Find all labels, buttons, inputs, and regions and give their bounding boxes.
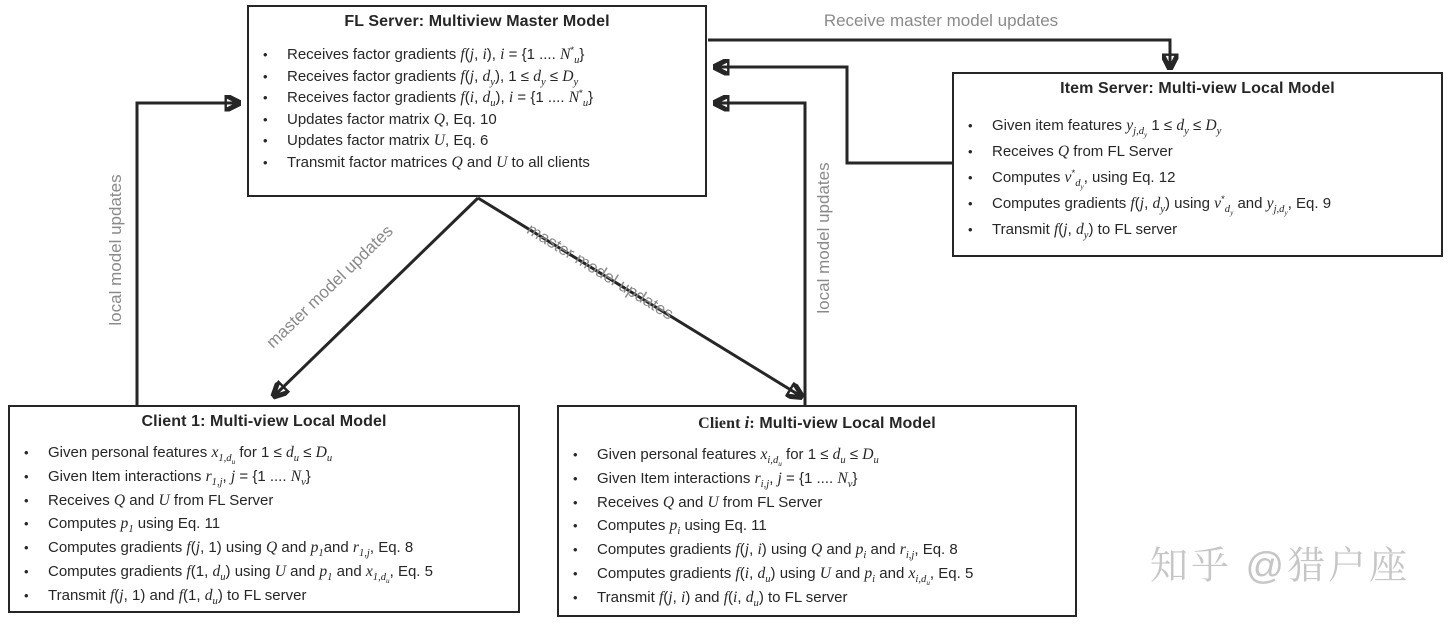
bullet-item: • Transmit f(j, 1) and f(1, $d_u$) to FL server <box>10 584 518 608</box>
arrow-fl-server-to-item-server <box>708 40 1170 65</box>
bullet-item: • Computes $v^*_{d_y}$, using Eq. 12 <box>954 165 1441 191</box>
bullet-item: • Receives Q from FL Server <box>954 139 1441 165</box>
arrow-client-1-to-fl-server <box>137 103 236 405</box>
bullet-item: • Computes gradients f(j, i) using Q and $p_i$ and $r_{i,j}$, Eq. 8 <box>559 538 1075 562</box>
bullet-item: • Computes gradients f(1, $d_u$) using U and $p_1$ and $x_{1,d_u}$, Eq. 5 <box>10 560 518 584</box>
arrow-item-server-to-fl-server <box>718 67 952 163</box>
bullet-item: • Computes $p_i$ using Eq. 11 <box>559 514 1075 538</box>
bullet-item: • Receives Q and U from FL Server <box>10 489 518 513</box>
bullet-item: • Receives factor gradients f(j, i), i = {1 .... $N^*_u$} <box>249 44 705 66</box>
client-1-box <box>8 405 520 613</box>
bullet-item: • Receives factor gradients f(j, $d_y$), $1 \le d_y \le D_y$ <box>249 66 705 88</box>
bullet-item: • Given personal features $x_{1,d_u}$ for $1 \le d_u \le D_u$ <box>10 441 518 465</box>
bullet-item: • Transmit factor matrices Q and U to all clients <box>249 152 705 174</box>
bullet-item: • Given personal features $x_{i,d_u}$ for $1 \le d_u \le D_u$ <box>559 443 1075 467</box>
bullet-item: • Updates factor matrix Q, Eq. 10 <box>249 109 705 131</box>
label-master-model-updates-left: master model updates <box>262 221 397 352</box>
client-i-list <box>559 443 1075 610</box>
client-i-title: Client i: Multi-view Local Model <box>698 413 936 432</box>
bullet-item: • Computes gradients f(j, $d_y$) using $v^*_{d_y}$ and $y_{j,d_y}$, Eq. 9 <box>954 191 1441 217</box>
bullet-item: • Given item features $y_{j,d_y}$ $1 \le d_y \le D_y$ <box>954 113 1441 139</box>
bullet-item: • Computes $p_1$ using Eq. 11 <box>10 512 518 536</box>
label-master-model-updates-right: master model updates <box>523 219 677 324</box>
label-receive-master-model-updates: Receive master model updates <box>823 11 1059 30</box>
bullet-item: • Computes gradients f(i, $d_u$) using U and $p_i$ and $x_{i,d_u}$, Eq. 5 <box>559 562 1075 586</box>
client-i-box <box>557 405 1077 617</box>
bullet-item: • Receives factor gradients f(i, $d_u$), i = {1 .... $N^*_u$} <box>249 87 705 109</box>
bullet-item: • Updates factor matrix U, Eq. 6 <box>249 130 705 152</box>
bullet-item: • Computes gradients f(j, 1) using Q and $p_1and$ $r_{1,j}$, Eq. 8 <box>10 536 518 560</box>
item-server-title: Item Server: Multi-view Local Model <box>1060 80 1335 97</box>
item-server-list <box>954 113 1441 243</box>
bullet-item: • Given Item interactions $r_{1,j}$, j = {1 .... $N_v$} <box>10 465 518 489</box>
fl-server-box <box>247 5 707 197</box>
bullet-item: • Transmit f(j, $d_y$) to FL server <box>954 217 1441 243</box>
label-local-model-updates-left: local model updates <box>106 174 125 326</box>
fl-server-title: FL Server: Multiview Master Model <box>344 13 610 30</box>
client-1-list <box>10 441 518 608</box>
arrow-client-i-to-fl-server <box>718 103 805 405</box>
label-local-model-updates-right: local model updates <box>814 162 833 314</box>
bullet-item: • Transmit f(j, i) and f(i, $d_u$) to FL server <box>559 586 1075 610</box>
bullet-item: • Given Item interactions $r_{i,j}$, j = {1 .... $N_v$} <box>559 467 1075 491</box>
fl-server-list <box>249 44 705 173</box>
item-server-box <box>952 72 1443 257</box>
bullet-item: • Receives Q and U from FL Server <box>559 491 1075 515</box>
client-1-title: Client 1: Multi-view Local Model <box>141 413 387 430</box>
zhihu-watermark: 知乎 @猎户座 <box>1149 545 1411 588</box>
